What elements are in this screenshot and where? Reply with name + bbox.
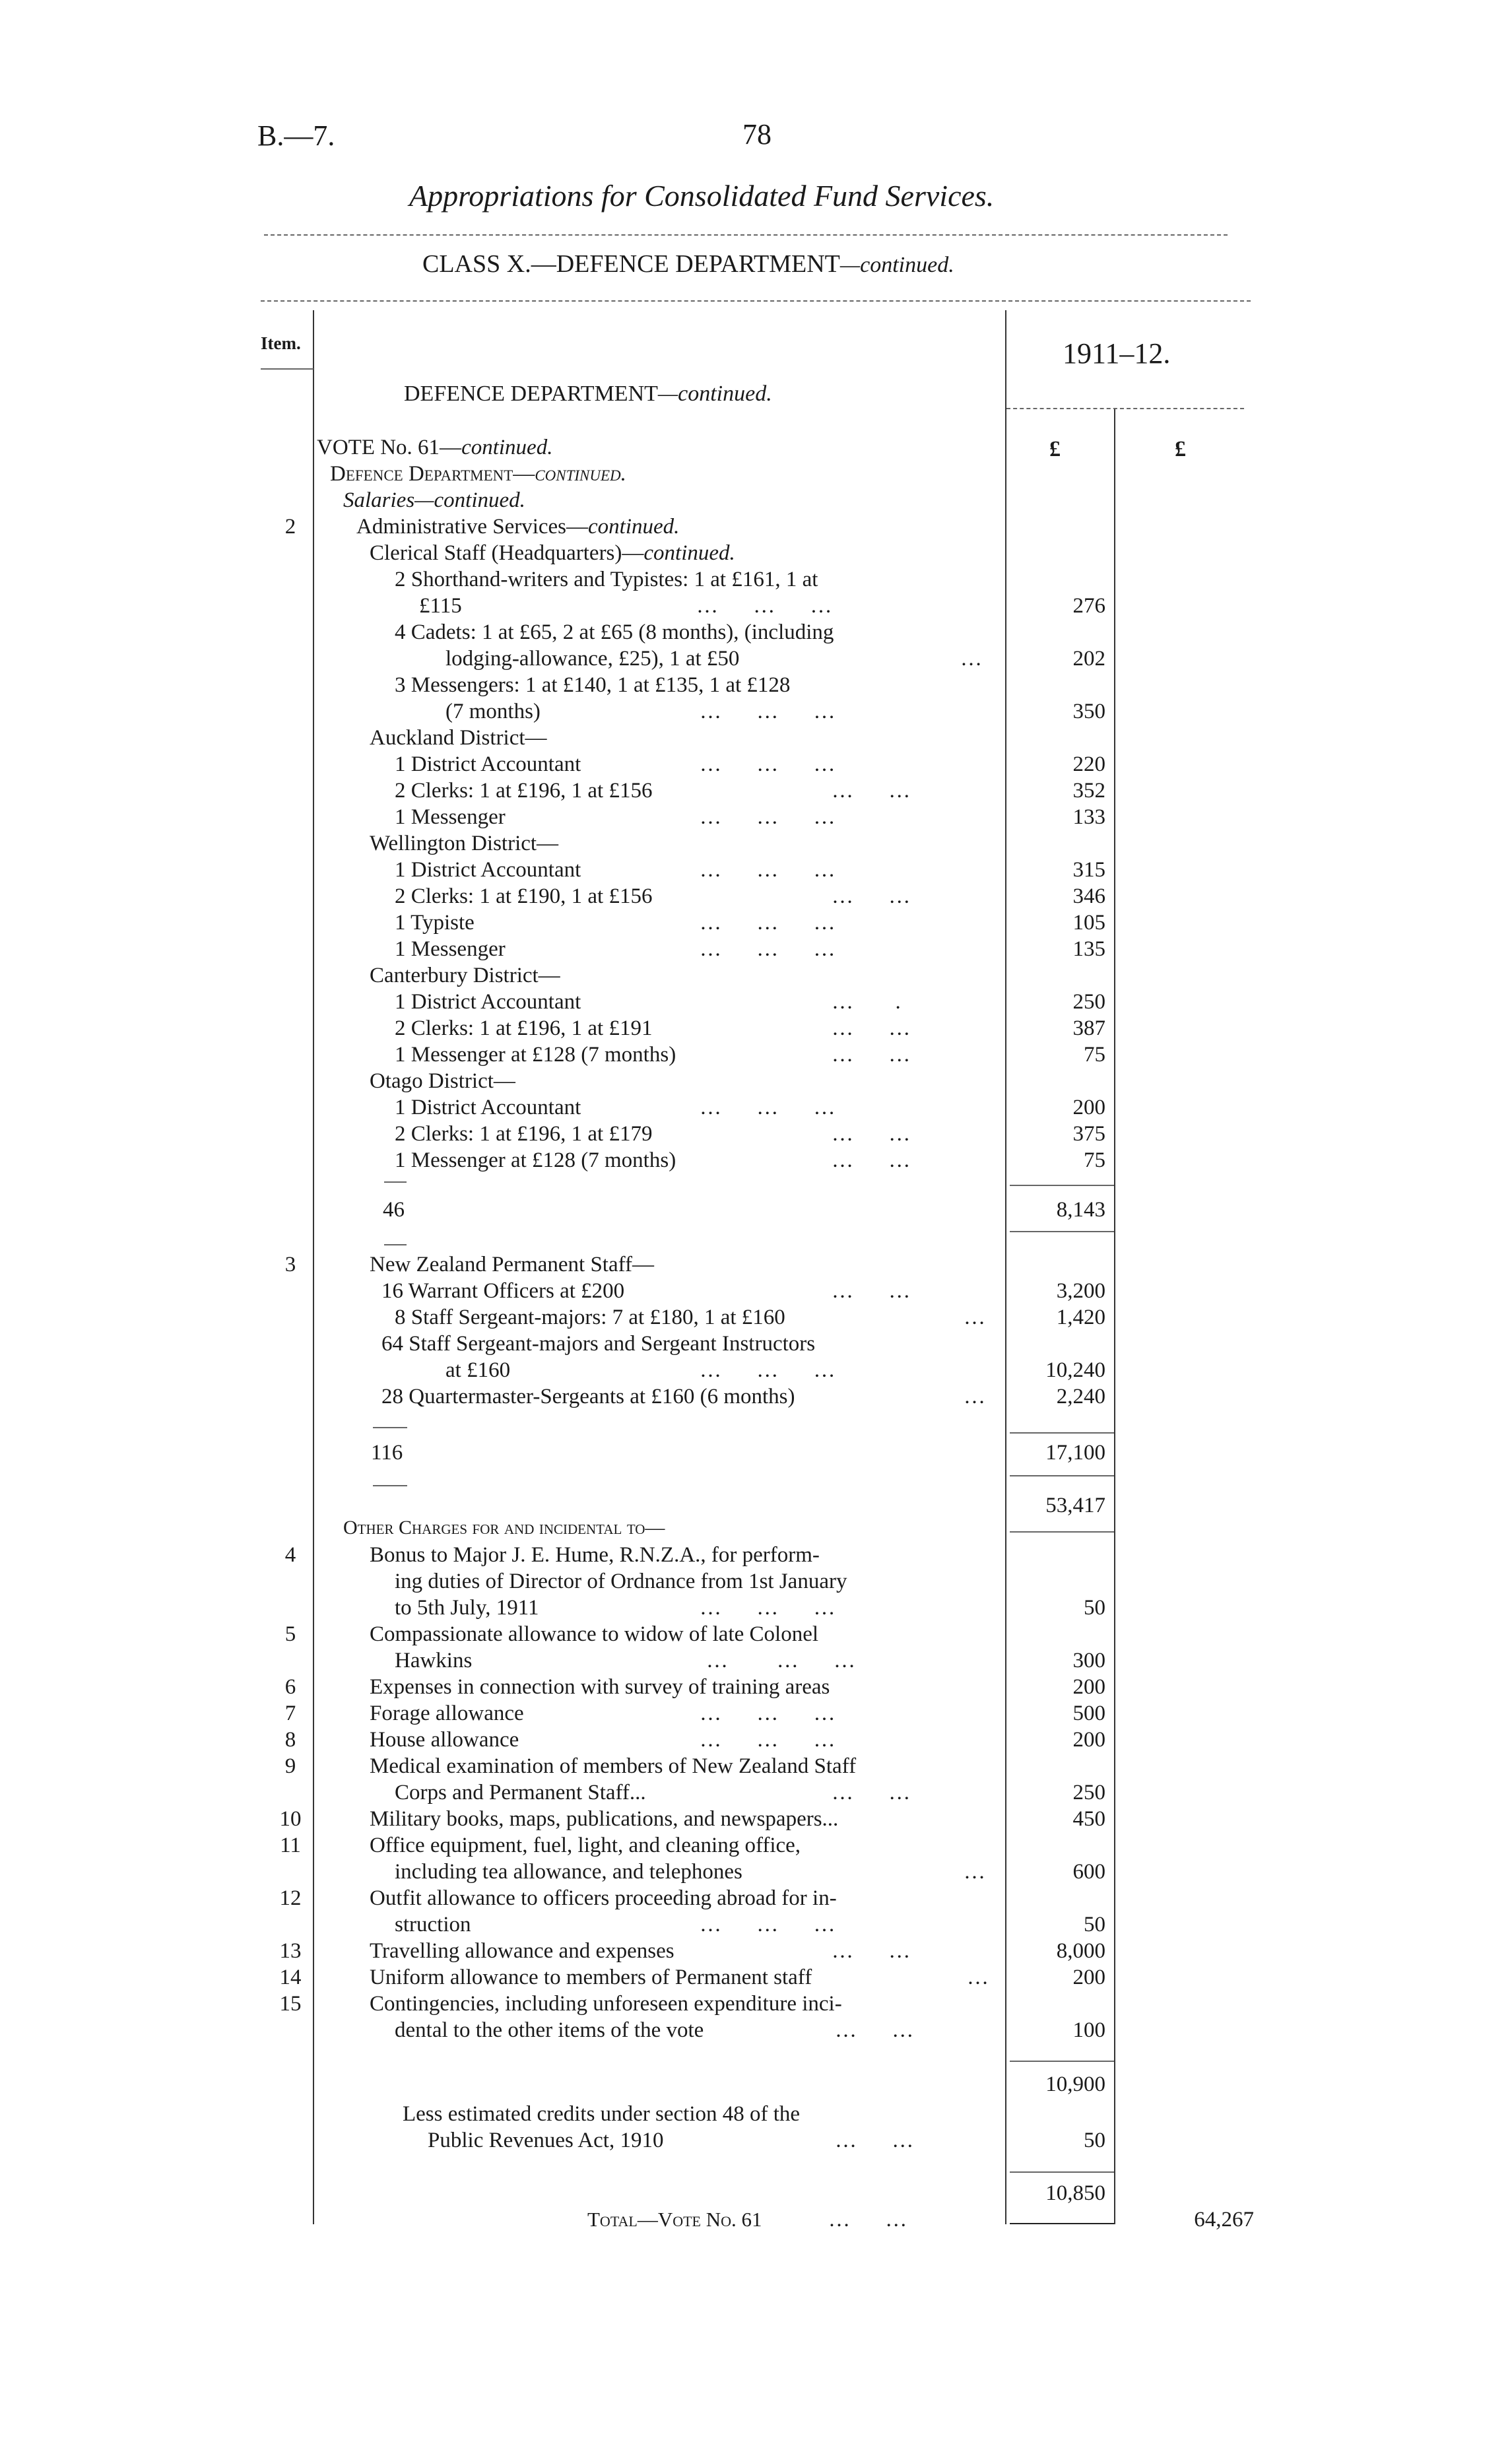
row-text: Public Revenues Act, 1910	[428, 2129, 664, 2152]
leader-dots: … …	[832, 1148, 912, 1172]
leader-dots: … …	[832, 884, 912, 908]
department-heading-continued: —continued.	[657, 381, 772, 406]
row-amount: 75	[1084, 1148, 1105, 1172]
divider	[1010, 1432, 1114, 1434]
row-amount: 100	[1072, 2018, 1105, 2042]
document-reference: B.—7.	[257, 119, 335, 152]
row-text: 1 Messenger	[395, 937, 506, 961]
class-heading-text: CLASS X.—DEFENCE DEPARTMENT	[422, 250, 840, 278]
row-amount: 276	[1072, 594, 1105, 618]
row-amount: 8,000	[1056, 1939, 1105, 1963]
row-label: Administrative Services—	[356, 515, 589, 539]
table-row	[0, 488, 1512, 515]
pound-column-header: £	[1049, 437, 1061, 461]
row-amount: 200	[1072, 1966, 1105, 1989]
row-text: Auckland District—	[370, 726, 547, 750]
department-heading-text: DEFENCE DEPARTMENT	[404, 381, 658, 406]
row-text: 2 Clerks: 1 at £190, 1 at £156	[395, 884, 653, 908]
row-text	[317, 436, 552, 460]
row-amount: 387	[1072, 1016, 1105, 1040]
table-row	[0, 1913, 1512, 1939]
table-row	[0, 858, 1512, 884]
row-text: 46	[383, 1198, 405, 1222]
leader-dots: … … …	[700, 805, 837, 829]
row-amount: 75	[1084, 1043, 1105, 1067]
table-row	[0, 515, 1512, 541]
row-text: 2 Clerks: 1 at £196, 1 at £156	[395, 779, 653, 803]
row-text: Contingencies, including unforeseen expenditure inci-	[370, 1992, 842, 2016]
item-number: 8	[284, 1728, 296, 1752]
table-row	[0, 541, 1512, 568]
row-text	[356, 515, 679, 539]
row-text: 1 District Accountant	[395, 990, 581, 1014]
row-text: Hawkins	[395, 1649, 473, 1672]
divider	[1010, 2061, 1114, 2062]
item-number: 9	[284, 1754, 296, 1778]
row-text: Uniform allowance to members of Permanent staff	[370, 1966, 812, 1989]
item-number: 7	[284, 1702, 296, 1725]
row-amount: 8,143	[1056, 1198, 1105, 1222]
pound-column-header: £	[1175, 437, 1186, 461]
item-number: 5	[284, 1622, 296, 1646]
table-row	[0, 647, 1512, 673]
leader-dots: … …	[832, 1043, 912, 1067]
row-amount: 200	[1072, 1728, 1105, 1752]
item-number: 13	[279, 1939, 302, 1963]
leader-dots: … … …	[700, 1096, 837, 1119]
row-text	[330, 462, 626, 486]
row-amount: 375	[1072, 1122, 1105, 1146]
table-row	[0, 1992, 1512, 2018]
leader-dots: … … …	[700, 858, 837, 882]
item-number: 12	[279, 1886, 302, 1910]
row-amount: 105	[1072, 911, 1105, 935]
row-label: VOTE No. 61—	[317, 436, 462, 459]
leader-dots: … …	[832, 1781, 912, 1804]
table-row	[0, 1622, 1512, 1649]
total-amount: 64,267	[1194, 2208, 1254, 2232]
row-text: 1 Messenger	[395, 805, 506, 829]
table-row	[0, 568, 1512, 594]
row-amount: 1,420	[1056, 1306, 1105, 1329]
divider	[261, 368, 313, 370]
row-label-italic: continued.	[461, 436, 553, 459]
divider	[264, 234, 1228, 236]
subtotal-row	[0, 1494, 1512, 1520]
row-text: Military books, maps, publications, and newspapers...	[370, 1807, 839, 1831]
leader-dots: … … …	[696, 594, 834, 618]
class-heading-continued: —continued.	[839, 253, 954, 277]
divider	[1006, 408, 1244, 409]
table-row	[0, 1966, 1512, 1992]
row-text: 1 District Accountant	[395, 1096, 581, 1119]
table-row	[0, 1781, 1512, 1807]
table-row	[0, 911, 1512, 937]
leader-dots: … … …	[700, 752, 837, 776]
table-row	[0, 779, 1512, 805]
row-amount: 202	[1072, 647, 1105, 671]
row-text: Otago District—	[370, 1069, 515, 1093]
leader-dots: … … …	[700, 911, 837, 935]
row-text: struction	[395, 1913, 471, 1936]
section-heading	[0, 1517, 1512, 1543]
leader-dots: … …	[832, 779, 912, 803]
row-text: Compassionate allowance to widow of late Colonel	[370, 1622, 819, 1646]
table-row	[0, 937, 1512, 964]
row-text: 2 Clerks: 1 at £196, 1 at £179	[395, 1122, 653, 1146]
leader-dots: … …	[828, 2208, 909, 2232]
row-amount: 450	[1072, 1807, 1105, 1831]
table-row	[0, 1649, 1512, 1675]
table-row	[0, 1834, 1512, 1860]
row-amount: 315	[1072, 858, 1105, 882]
row-amount: 250	[1072, 990, 1105, 1014]
table-row	[0, 884, 1512, 911]
row-text: Travelling allowance and expenses	[370, 1939, 674, 1963]
row-text: including tea allowance, and telephones	[395, 1860, 742, 1884]
leader-dots: … … …	[700, 700, 837, 723]
table-row	[0, 1596, 1512, 1622]
table-row	[0, 462, 1512, 488]
table-row	[0, 1886, 1512, 1913]
row-amount: 200	[1072, 1096, 1105, 1119]
row-label-italic: continued.	[535, 462, 626, 486]
row-amount: 200	[1072, 1675, 1105, 1699]
table-row	[0, 1385, 1512, 1411]
item-number: 3	[284, 1253, 296, 1276]
divider	[261, 300, 1251, 302]
leader-dots: … …	[832, 1016, 912, 1040]
row-text: 28 Quartermaster-Sergeants at £160 (6 months)	[381, 1385, 795, 1408]
row-text: New Zealand Permanent Staff—	[370, 1253, 654, 1276]
divider	[373, 1427, 407, 1428]
row-amount: 346	[1072, 884, 1105, 908]
row-amount: 2,240	[1056, 1385, 1105, 1408]
leader-dots: …	[964, 1306, 987, 1329]
table-row	[0, 620, 1512, 647]
row-text: Office equipment, fuel, light, and cleaning office,	[370, 1834, 801, 1857]
leader-dots: … … …	[706, 1649, 857, 1672]
leader-dots: … …	[832, 1279, 912, 1303]
subtotal-row	[0, 2181, 1512, 2208]
table-row	[0, 726, 1512, 752]
row-text: dental to the other items of the vote	[395, 2018, 704, 2042]
leader-dots: … …	[835, 2129, 915, 2152]
leader-dots: … … …	[700, 1358, 837, 1382]
leader-dots: …	[960, 647, 983, 671]
table-row	[0, 1939, 1512, 1966]
leader-dots: … …	[832, 1122, 912, 1146]
row-text: 64 Staff Sergeant-majors and Sergeant Instructors	[381, 1332, 816, 1356]
table-row	[0, 1675, 1512, 1702]
row-amount: 50	[1084, 1596, 1105, 1620]
row-text: 3 Messengers: 1 at £140, 1 at £135, 1 at £128	[395, 673, 791, 697]
row-amount: 10,900	[1045, 2072, 1105, 2096]
row-amount: 133	[1072, 805, 1105, 829]
row-amount: 220	[1072, 752, 1105, 776]
table-row	[0, 1069, 1512, 1096]
table-row	[0, 1253, 1512, 1279]
table-row	[0, 1016, 1512, 1043]
table-row	[0, 805, 1512, 832]
table-row	[0, 1358, 1512, 1385]
item-number: 11	[280, 1834, 301, 1857]
row-text: Bonus to Major J. E. Hume, R.N.Z.A., for perform-	[370, 1543, 820, 1567]
table-row	[0, 1096, 1512, 1122]
row-amount: 50	[1084, 1913, 1105, 1936]
row-text: Corps and Permanent Staff...	[395, 1781, 646, 1804]
table-row	[0, 1860, 1512, 1886]
table-row	[0, 964, 1512, 990]
row-text: 2 Shorthand-writers and Typistes: 1 at £161, 1 at	[395, 568, 818, 591]
row-label-italic: Salaries—continued.	[343, 488, 525, 512]
row-text: to 5th July, 1911	[395, 1596, 539, 1620]
item-number: 15	[279, 1992, 302, 2016]
row-amount: 300	[1072, 1649, 1105, 1672]
leader-dots: … … …	[700, 1913, 837, 1936]
table-row	[0, 594, 1512, 620]
leader-dots: … …	[832, 1939, 912, 1963]
row-amount: 350	[1072, 700, 1105, 723]
leader-dots: … … …	[700, 1596, 837, 1620]
item-number: 6	[284, 1675, 296, 1699]
subtotal-row	[0, 1441, 1512, 1467]
row-amount: 600	[1072, 1860, 1105, 1884]
divider	[384, 1181, 407, 1183]
table-row	[0, 1570, 1512, 1596]
table-row	[0, 752, 1512, 779]
leader-dots: …	[964, 1860, 987, 1884]
item-number: 14	[279, 1966, 302, 1989]
leader-dots: … …	[835, 2018, 915, 2042]
table-row	[0, 1043, 1512, 1069]
divider	[1010, 1185, 1114, 1186]
divider	[373, 1485, 407, 1486]
row-text: 116	[371, 1441, 403, 1465]
department-heading	[404, 381, 772, 407]
row-text: 1 Messenger at £128 (7 months)	[395, 1148, 676, 1172]
row-text: 1 District Accountant	[395, 752, 581, 776]
row-amount: 10,240	[1045, 1358, 1105, 1382]
row-text: Canterbury District—	[370, 964, 560, 987]
table-row	[0, 1807, 1512, 1834]
row-text	[370, 541, 735, 566]
table-row	[0, 2129, 1512, 2155]
row-text: Outfit allowance to officers proceeding abroad for in-	[370, 1886, 837, 1910]
table-row	[0, 1148, 1512, 1175]
table-row	[0, 1306, 1512, 1332]
page-title: Appropriations for Consolidated Fund Services.	[409, 179, 995, 213]
row-label: Defence Department—	[330, 462, 535, 486]
row-text: 1 District Accountant	[395, 858, 581, 882]
table-row	[0, 1543, 1512, 1570]
table-row	[0, 700, 1512, 726]
table-row	[0, 1702, 1512, 1728]
row-text: 2 Clerks: 1 at £196, 1 at £191	[395, 1016, 653, 1040]
row-amount: 3,200	[1056, 1279, 1105, 1303]
subtotal-row	[0, 2072, 1512, 2099]
row-label-italic: continued.	[643, 541, 735, 565]
row-text: Wellington District—	[370, 832, 559, 855]
row-text: House allowance	[370, 1728, 519, 1752]
leader-dots: …	[967, 1966, 990, 1989]
table-row	[0, 2102, 1512, 2129]
page-number: 78	[742, 118, 772, 150]
row-amount: 352	[1072, 779, 1105, 803]
leader-dots: … .	[832, 990, 902, 1014]
row-label-italic: continued.	[588, 515, 680, 539]
table-row	[0, 832, 1512, 858]
row-amount: 135	[1072, 937, 1105, 961]
subtotal-row	[0, 1198, 1512, 1224]
row-text: Medical examination of members of New Zealand Staff	[370, 1754, 857, 1778]
leader-dots: …	[964, 1385, 987, 1408]
total-label: Total—Vote No. 61	[587, 2208, 762, 2231]
item-column-header: Item.	[261, 333, 301, 353]
row-text: 1 Messenger at £128 (7 months)	[395, 1043, 676, 1067]
row-text: 1 Typiste	[395, 911, 475, 935]
row-amount: 53,417	[1045, 1494, 1105, 1517]
total-row	[0, 2208, 1512, 2234]
row-amount: 10,850	[1045, 2181, 1105, 2205]
leader-dots: … … …	[700, 937, 837, 961]
row-label: Clerical Staff (Headquarters)—	[370, 541, 644, 565]
item-number: 4	[284, 1543, 296, 1567]
row-text	[343, 488, 525, 513]
divider	[384, 1244, 407, 1245]
row-text: Less estimated credits under section 48 of the	[403, 2102, 801, 2126]
table-row	[0, 436, 1512, 462]
divider	[1010, 1475, 1114, 1476]
table-row	[0, 1279, 1512, 1306]
item-number: 2	[284, 515, 296, 539]
row-amount: 17,100	[1045, 1441, 1105, 1465]
table-row	[0, 1332, 1512, 1358]
leader-dots: … … …	[700, 1702, 837, 1725]
row-amount: 500	[1072, 1702, 1105, 1725]
table-row	[0, 673, 1512, 700]
leader-dots: … … …	[700, 1728, 837, 1752]
item-number: 10	[279, 1807, 302, 1831]
table-row	[0, 2018, 1512, 2045]
row-text: 8 Staff Sergeant-majors: 7 at £180, 1 at £160	[395, 1306, 785, 1329]
row-text: Forage allowance	[370, 1702, 524, 1725]
table-row	[0, 1754, 1512, 1781]
row-text: Other Charges for and incidental to—	[343, 1517, 665, 1538]
table-row	[0, 1728, 1512, 1754]
row-text: 16 Warrant Officers at £200	[381, 1279, 625, 1303]
table-row	[0, 990, 1512, 1016]
divider	[1010, 2171, 1114, 2173]
row-text: lodging-allowance, £25), 1 at £50	[445, 647, 740, 671]
row-amount: 250	[1072, 1781, 1105, 1804]
row-text: at £160	[445, 1358, 511, 1382]
year-column-header: 1911–12.	[1063, 337, 1171, 370]
row-text: Expenses in connection with survey of training areas	[370, 1675, 830, 1699]
row-text: £115	[419, 594, 462, 618]
row-amount: 50	[1084, 2129, 1105, 2152]
table-row	[0, 1122, 1512, 1148]
row-text: (7 months)	[445, 700, 541, 723]
divider	[1010, 1231, 1114, 1232]
row-text: ing duties of Director of Ordnance from 1st January	[395, 1570, 847, 1593]
row-text: 4 Cadets: 1 at £65, 2 at £65 (8 months), (including	[395, 620, 834, 644]
class-heading	[422, 249, 954, 279]
